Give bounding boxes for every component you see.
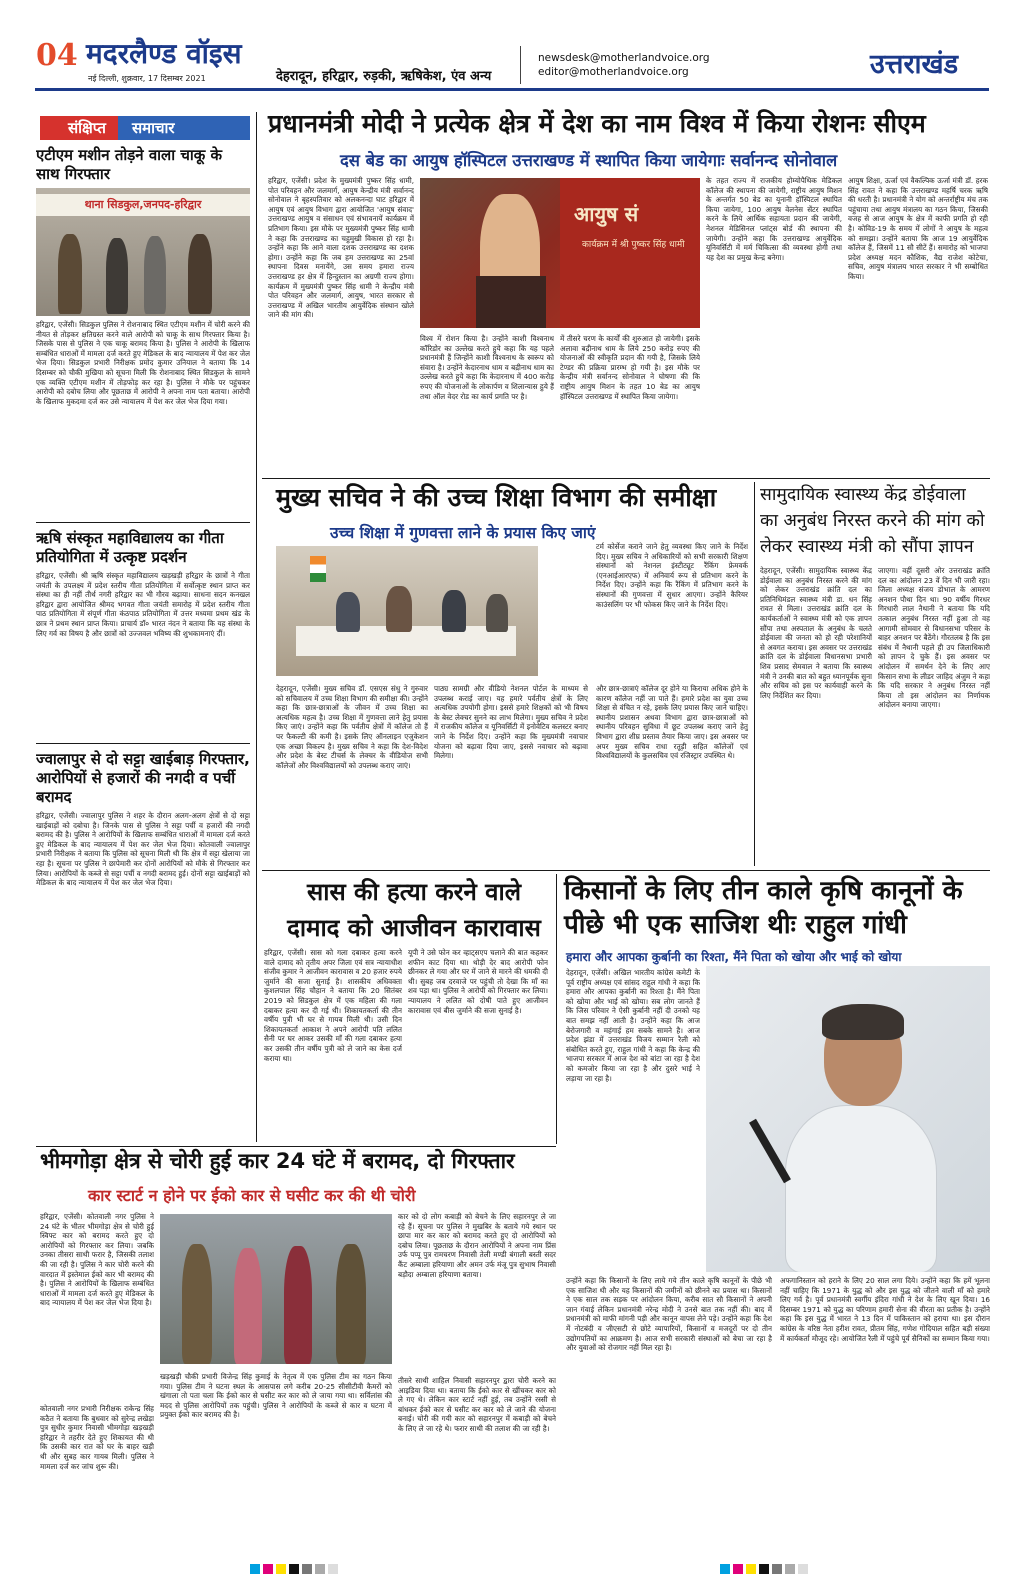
health-headline: सामुदायिक स्वास्थ्य केंद्र डोईवाला का अनुबंध निरस्त करने की मांग को लेकर स्वास्थ्य मंत्री को सौंपा ज्ञापन (760, 485, 985, 557)
car-col1: हरिद्वार, एजेंसी। कोतवाली नगर पुलिस ने 24 घंटे के भीतर भीमगोड़ा क्षेत्र से चोरी हुई स्विफ्ट कार को बरामद करते हुए दो आरोपियों को गिरफ्तार कर लिया। जबकि उनका तीसरा साथी फरार है, जिसकी तलाश की जा रही है। पुलिस ने कार चोरी करने की वारदात में इस्तेमाल ईको कार भी बरामद की है। पुलिस ने आरोपियों के खिलाफ सम्बंधित धाराओं में मामला दर्ज करते हुए मेडिकल के बाद न्यायालय में पेश कर जेल भेज दिया है। (40, 1212, 154, 1308)
print-registration-marks (250, 1564, 338, 1574)
accused-1 (234, 1248, 262, 1364)
health-col2: जाएगा। वहीं दूसरी ओर उत्तराखंड क्रांति दल का आंदोलन 23 वें दिन भी जारी रहा। जिला अध्यक्ष संजय डोभाल के आमरण अनशन पौथा दिन था। 90 वर्षीय गिरधर गिरधारी लाल नैथानी ने बताया कि यदि तत्काल अनुबंध निरस्त नहीं हुआ तो वह आगामी सोमवार से विधानसभा परिसर के बाहर अनशन पर बैठेंगे। गौरतलब है कि इस संबंध में नैथानी पहले ही उप जिलाधिकारी को ज्ञापन दे चुके हैं। इस अवसर पर आंदोलन में समर्थन देने के लिए आए किसान सभा के लीडर जाहिद अंजुम ने कहा कि यदि सरकार ने अनुबंध निरस्त नहीं किया तो इस आंदोलन का निर्णायक आंदोलन बनाया जाएगा। (878, 566, 990, 710)
brief-tab-part2: समाचार (118, 116, 250, 140)
car-col2: कार को दो लोग कबाड़ी को बेचने के लिए सहारनपुर ले जा रहे हैं। सूचना पर पुलिस ने मुखबिर के बताये गये स्थान पर छापा मार कर कार को बरामद करते हुए दो आरोपियों को दबोच लिया। पूछताछ के दौरान आरोपियों ने अपना नाम प्रिंस उर्फ पप्पू पुत्र रामचरण निवासी तेली मण्डी बंगाली बस्ती सदर कैंट अम्बाला हरियाणा और अमन उर्फ मंजू पुत्र सुभाष निवासी बड़ौदा अम्बाला हरियाणा बताया। (398, 1212, 556, 1279)
rahul-col-side: देहरादून, एजेंसी। अखिल भारतीय कांग्रेस कमेटी के पूर्व राष्ट्रीय अध्यक्ष एवं सांसद राहुल गांधी ने कहा कि हमारा और आपका कुर्बानी का रिश्ता है। मैंने पिता को खोया और भाई को खोया। सब लोग जानते हैं कि जिस परिवार ने ऐसी कुर्बानी नहीं दी उनको यह बात समझ नहीं आती है। उन्होंने कहा कि आज बेरोजगारी व महंगाई हम सबके सामने है। आज प्रदेश झंडा में उत्तराखंड विजय सम्मान रैली को संबोधित करते हुए, राहुल गांधी ने कहा कि केन्द्र की भाजपा सरकार में आज देश को बांटा जा रहा है देश को कमजोर किया जा रहा है और दुसरे भाई ने लड़ाया जा रहा है। (566, 968, 700, 1083)
section-name: उत्तराखंड (870, 49, 959, 80)
official-4 (486, 594, 508, 632)
brief3-body: हरिद्वार, एजेंसी। ज्वालापुर पुलिस ने शहर के दौरान अलग-अलग क्षेत्रों से दो सट्टा खाईबाड़ों को दबोचा है। जिनके पास से पुलिस ने सट्टा पर्ची व हजारों की नगदी बरामद की है। पुलिस ने आरोपियों के खिलाफ सम्बंधित धाराओं में मामला दर्ज करते हुए मेडिकल के बाद न्यायालय में पेश कर जेल भेज दिया। कोतवाली ज्वालापुर प्रभारी निरीक्षक ने बताया कि पुलिस को सूचना मिली थी कि क्षेत्र में सट्टा खेलाया जा रहा है। सूचना पर पुलिस ने छापेमारी कर दोनों आरोपियों को मौके से गिरफ्तार कर लिया। आरोपियों के कब्जे से सट्टा पर्ची व नगदी बरामद हुई। दोनों सट्टा खाईबाड़ों को मेडिकल के बाद न्यायालय में पेश कर जेल भेज दिया। (36, 811, 250, 888)
official-2 (386, 586, 412, 632)
ayush-banner-line: कार्यक्रम में श्री पुष्कर सिंह धामी (582, 240, 685, 250)
podium (476, 276, 546, 328)
health-col1: देहरादून, एजेंसी। सामुदायिक स्वास्थ्य केंद्र डोईवाला का अनुबंध निरस्त करने की मांग को लेकर उत्तराखंड क्रांति दल का प्रतिनिधिमंडल स्वास्थ्य मंत्री डा. धन सिंह रावत से मिला। उत्तराखंड क्रांति दल के कार्यकर्ताओं ने स्वास्थ्य मंत्री को एक ज्ञापन सौंपा तथा अस्पताल के अनुबंध के चलते डोईवाला की जनता को हो रही परेशानियों से अवगत कराया। इस अवसर पर उत्तराखंड क्रांति दल के डोईवाला विधानसभा प्रभारी शिव प्रसाद सेमवाल ने बताया कि स्वास्थ्य मंत्री ने उनकी बात को बहुत ध्यानपूर्वक सुना और सचिव को इस पर कार्यवाही करने के लिए निर्देशित कर दिया। (760, 566, 872, 700)
car-top-rule (36, 1146, 556, 1147)
lead-col2: विश्व में रोशन किया है। उन्होंने काशी विश्वनाथ कॉरिडोर का उल्लेख करते हुये कहा कि यह पहले प्रधानमंत्री हैं जिन्होंने काशी विश्वनाथ के स्वरूप को संवारा है। उन्होंने केदारनाथ धाम व बद्रीनाथ धाम का उल्लेख करते हुये कहा कि केदारनाथ में 400 करोड़ रुपए की योजनाओं के लोकार्पण व शिलान्यास हुये हैं तथा ऑल वेदर रोड का कार्य प्रगति पर है। (420, 334, 554, 401)
ayush-banner (560, 178, 700, 328)
brief2-body: हरिद्वार, एजेंसी। श्री ऋषि संस्कृत महाविद्यालय खड़खड़ी हरिद्वार के छात्रों ने गीता जयंती के उपलक्ष्य में प्रदेश स्तरीय गीता प्रतियोगिता में सर्वोत्कृष्ट स्थान प्राप्त कर संस्था का ही नहीं तीर्थ नगरी हरिद्वार का भी गौरव बढ़ाया। साधना सदन कनखल हरिद्वार द्वारा आयोजित श्रीमद भगवत गीता जयंती समारोह में प्रदेश स्तरीय गीता पाठ प्रतियोगिता में संपूर्ण गीता कंठपाठ प्रतियोगिता में उत्तर मध्यमा प्रथम खंड के छात्र ने प्रथम स्थान प्राप्त किया। प्राचार्य डॉ० भारत नंदन ने बताया कि यह संस्था के लिए गर्व का विषय है और छात्रों को उज्जवल भविष्य की शुभकामनाएं दीं। (36, 571, 250, 638)
newsdesk-email[interactable]: newsdesk@motherlandvoice.org (538, 52, 710, 64)
car-col-bottom: कोतवाली नगर प्रभारी निरीक्षक राकेन्द्र सिंह कठैत ने बताया कि बुधवार को सुरेन्द्र लखेड़ा पुत्र सुधीर कुमार निवासी भीमगोड़ा खड़खड़ी हरिद्वार ने तहरीर देते हुए शिकायत की थी कि उसकी कार रात को घर के बाहर खड़ी थी और सुबह कार गायब मिली। पुलिस ने मामला दर्ज कर जांच शुरू की। (40, 1404, 154, 1471)
car-col4: तीसरे साथी शाहिल निवासी सहारनपुर द्वारा चोरी करने का आइडिया दिया था। बताया कि ईको कार से खींचकर कार को ले गए थे। लेकिन कार स्टार्ट नहीं हुई, तब उन्होंने रस्सी से बांधकर ईको कार से घसीट कर कार को ले जाने की योजना बनाई। चोरी की गयी कार को सहारनपुर में कबाड़ी को बेचने के लिए ले जा रहे थे। फरार साथी की तलाश की जा रही है। (398, 1376, 556, 1433)
car-col3: खड़खड़ी चौकी प्रभारी विजेन्द्र सिंह कुमाई के नेतृत्व में एक पुलिस टीम का गठन किया गया। पुलिस टीम ने घटना स्थल के आसपास लगे करीब 20-25 सीसीटीवी कैमरों को खंगाला तो पता चला कि ईको कार से घसीट कर कार को ले जाया गया था। सर्विलांस की मदद से पुलिस आरोपियों तक पहुंची। पुलिस ने आरोपियों के कब्जे से कार व घटना में प्रयुक्त ईको कार बरामद की है। (160, 1372, 392, 1420)
car-photo (160, 1214, 392, 1364)
speaker-body (786, 1106, 936, 1272)
brief-tab-part1: संक्षिप्त (40, 116, 118, 140)
official-3 (442, 590, 466, 632)
edu-col2: पाठ्य सामग्री और वीडियो नेशनल पोर्टल के माध्यम से उपलब्ध कराई जाए। यह हमारे पर्वतीय क्षेत्रों के लिए अत्यधिक उपयोगी होगा। इससे हमारे शिक्षकों को भी विषय के बेस्ट लेक्चर सुनने का लाभ मिलेगा। मुख्य सचिव ने प्रदेश में राजकीय कॉलेज व यूनिवर्सिटी में इनोवेटिव कलस्टर बनाए जाने के निर्देश दिए। उन्होंने कहा कि मुख्यमंत्री नवाचार योजना को बढ़ावा दिया जाए, इससे नवाचार को बढ़ावा मिलेगा। (434, 684, 588, 761)
brief3-headline: ज्वालापुर से दो सट्टा खाईबाड़ गिरफ्तार, आरोपियों से हजारों की नगदी व पर्ची बरामद (36, 750, 250, 806)
officer-1 (58, 234, 82, 314)
brief2-headline: ऋषि संस्कृत महाविद्यालय का गीता प्रतियोगिता में उत्कृष्ट प्रदर्शन (36, 529, 224, 566)
saas-col1: हरिद्वार, एजेंसी। सास को गला दबाकर हत्या करने वाले दामाद को तृतीय अपर जिला एवं सत्र न्यायाधीश संजीव कुमार ने आजीवन कारावास व 20 हजार रुपये जुर्माने की सजा सुनाई है। शासकीय अधिवक्ता कुशलपाल सिंह चौहान ने बताया कि 20 सितंबर 2019 को सिडकुल क्षेत्र में एक महिला की गला दबाकर हत्या कर दी गई थी। शिकायतकर्ता की तीन वर्षीय पुत्री भी घर से गायब मिली थी। उसी दिन शिकायतकर्ता आकाश ने अपने आरोपी पति ललित सैनी पर घर आकर उसकी माँ की गला दबाकर हत्या कर उसकी तीन वर्षीय पुत्री को ले जाने का केस दर्ज कराया था। (264, 948, 402, 1063)
policeman-1 (182, 1244, 212, 1364)
edu-col-top: टर्म कोर्सेज कराने जाने हेतु व्यवस्था किए जाने के निर्देश दिए। मुख्य सचिव ने अधिकारियों को सभी सरकारी शिक्षण संस्थानों को नेशनल इंस्टीट्यूट रैंकिंग फ्रेमवर्क (एनआईआरएफ) में अनिवार्य रूप से प्रतिभाग करने के निर्देश दिए। उन्होंने कहा कि रैंकिंग में प्रतिभाग करने के संस्थानों की गुणवत्ता में सुधार आएगा। उन्होंने कैरियर काउंसलिंग पर भी फोकस किए जाने के निर्देश दिए। (596, 542, 748, 609)
saas-col2: यूपी ने उसे फोन कर व्हाट्सएप चलाने की बात कहकर शफीन काट दिया था। थोड़ी देर बाद आरोपी फोन छीनकर ले गया और घर में जाने से मारने की धमकी दी थी। सुबह जब दरवाजे पर पहुंची तो देखा कि माँ का शव पड़ा था। पुलिस ने आरोपी को गिरफ्तार कर लिया। न्यायालय ने ललित को दोषी पाते हुए आजीवन कारावास एवं बीस जुर्माने की सजा सुनाई है। (408, 948, 548, 1015)
officer-3 (188, 234, 212, 314)
masthead-divider (520, 46, 521, 84)
masthead-rule (35, 88, 989, 91)
rahul-col2: अफगानिस्तान को हराने के लिए 20 साल लगा दिये। उन्होंने कहा कि हमें भूलना नहीं चाहिए कि 1971 के युद्ध को और इस युद्ध को जीतने वाली माँ को हमारे लिए गर्व है। पूर्व प्रधानमंत्री स्वर्गीय इंदिरा गांधी ने देश के लिए खून दिया। 16 दिसम्बर 1971 को युद्ध का परिणाम हमारी सेना की वीरता का प्रतीक है। उन्होंने कहा कि इस युद्ध में भारत ने 13 दिन में पाकिस्तान को हराया था। इस दौरान कांग्रेस के वरिष्ठ नेता हरीश रावत, प्रीतम सिंह, गणेश गोदियाल सहित बड़ी संख्या में कार्यकर्ता मौजूद रहे। आयोजित रैली में पहुंचे पूर्व सैनिकों का सम्मान किया गया। (780, 1276, 990, 1343)
edu-subhead: उच्च शिक्षा में गुणवत्ता लाने के प्रयास किए जाएं (330, 524, 596, 542)
rahul-col1: उन्होंने कहा कि किसानों के लिए लाये गये तीन काले कृषि कानूनों के पीछे भी एक साजिश थी और यह किसानों की जमीनों को छीनने का प्रयास था। किसानों ने एक साल तक सड़क पर आंदोलन किया, करीब सात सौ किसानों ने अपनी जान गंवाई लेकिन प्रधानमंत्री नरेन्द्र मोदी ने उनसे बात तक नहीं की। बाद में प्रधानमंत्री को माफी मांगनी पड़ी और कानून वापस लेने पड़े। उन्होंने कहा कि देश में नोटबंदी व जीएसटी से छोटे व्यापारियों, किसानों व मजदूरों पर दो तीन उद्योगपतियों का आक्रमण है। आज सभी सरकारी संस्थाओं को बेचा जा रहा है और युवाओं को रोजगार नहीं मिल रहा है। (566, 1276, 772, 1353)
police-station-sign: थाना सिडकुल,जनपद-हरिद्वार (36, 194, 250, 216)
edu-col3: और छात्र-छात्राएं कॉलेज दूर होने या किराया अधिक होने के कारण कॉलेज नहीं जा पाते हैं। हमारे प्रदेश का युवा उच्च शिक्षा से वंचित न रहे, इसके लिए प्रयास किए जाने चाहिए। स्थानीय प्रशासन अथवा विभाग द्वारा छात्र-छात्राओं को स्थानीय परिवहन सुविधा में छूट उपलब्ध कराए जाने हेतु विभाग द्वारा शीघ्र प्रस्ताव तैयार किया जाए। इस अवसर पर अपर मुख्य सचिव राधा रतूड़ी सहित कॉलेजों एवं विश्वविद्यालयों के कुलसचिव एवं रजिस्ट्रार उपस्थित थे। (596, 684, 748, 761)
accused-person (144, 236, 166, 314)
mid-rule (262, 870, 990, 871)
brief1-body: हरिद्वार, एजेंसी। सिडकुल पुलिस ने रोशनाबाद स्थित एटीएम मशीन में चोरी करने की नीयत से तोड़कर क्षतिग्रस्त करने वाले आरोपी को चाकू के साथ गिरफ्तार किया है। जिसके पास से पुलिस ने एक चाकू बरामद किया है। पुलिस ने आरोपी के खिलाफ सम्बंधित धाराओं में मामला दर्ज करते हुए मेडिकल के बाद न्यायालय में पेश कर जेल भेज दिया। सिडकुल प्रभारी निरीक्षक प्रमोद कुमार उनियाल ने बताया कि 14 दिसम्बर को चौकी मुखिया को सूचना मिली कि रोशनाबाद स्थित सिडकुल के सामने एक व्यक्ति एटीएम मशीन में तोड़फोड़ कर रहा है। पुलिस ने मौके पर पहुंचकर आरोपी को दबोच लिया और पूछताछ में आरोपी ने अपना नाम पता बताया। आरोपी के खिलाफ मुकदमा दर्ज कर उसे न्यायालय में पेश कर जेल भेज दिया गया। (36, 320, 250, 406)
sidebar-column (36, 144, 250, 1144)
lead-headline: प्रधानमंत्री मोदी ने प्रत्येक क्षेत्र में देश का नाम विश्व में किया रोशनः सीएम (268, 109, 926, 138)
brief1-photo (36, 188, 250, 316)
edu-col1: देहरादून, एजेंसी। मुख्य सचिव डॉ. एसएस संधु ने गुरुवार को सचिवालय में उच्च शिक्षा विभाग की समीक्षा की। उन्होंने कहा कि छात्र-छात्राओं के जीवन में उच्च शिक्षा का अत्यधिक महत्व है। उच्च शिक्षा में गुणवत्ता लाने हेतु प्रयास किए जाएं। उन्होंने कहा कि पर्वतीय क्षेत्रों में कॉलेज तो हैं पर फैकल्टी की कमी है। इसके लिए ऑनलाइन एजुकेशन एक अच्छा विकल्प है। मुख्य सचिव ने कहा कि देश-विदेश और प्रदेश के बेस्ट टीचर्स के लेक्चर के वीडियोज सभी कॉलेजों और विश्वविद्यालयों को उपलब्ध कराए जाएं। (276, 684, 428, 770)
officer-2 (106, 238, 128, 314)
page-number: 04 (36, 38, 78, 73)
lead-col3: में तीसरे चरण के कार्यों की शुरुआत हो जायेगी। इसके अलावा बद्रीनाथ धाम के लिये 250 करोड़ रुपए की योजनाओं की स्वीकृति प्रदान की गयी है, जिसके लिये टेण्डर की प्रक्रिया प्रारम्भ हो गयी है। इस मौके पर केन्द्रीय मंत्री सर्वानन्द सोनोवाल ने घोषणा की कि राष्ट्रीय आयुष मिशन के तहत 10 बेड का आयुष हॉस्पिटल उत्तराखण्ड में स्थापित किया जायेगा। (560, 334, 700, 401)
dateline: नई दिल्ली, शुक्रवार, 17 दिसम्बर 2021 (88, 74, 206, 83)
lead-subhead: दस बेड का आयुष हॉस्पिटल उत्तराखण्ड में स्थापित किया जायेगाः सर्वानन्द सोनोवाल (340, 151, 838, 170)
brief1-headline: एटीएम मशीन तोड़ने वाला चाकू के साथ गिरफ्तार (36, 146, 223, 183)
edu-meeting-photo (276, 546, 538, 676)
microphone (749, 1119, 791, 1184)
editor-email[interactable]: editor@motherlandvoice.org (538, 66, 689, 78)
brief-tab (40, 116, 250, 140)
saas-headline: सास की हत्या करने वाले दामाद को आजीवन कारावास (287, 878, 541, 942)
lead-bottom-rule (262, 478, 990, 479)
ayush-banner-title: आयुष सं (574, 202, 639, 226)
car-subhead: कार स्टार्ट न होने पर ईको कार से घसीट कर की थी चोरी (88, 1186, 416, 1205)
speaker-hair (822, 1004, 904, 1040)
flag (310, 556, 326, 582)
paper-name: मदरलैण्ड वॉइस (86, 37, 242, 70)
brief-divider-2 (36, 743, 250, 744)
lead-col5: आयुष शिक्षा, ऊर्जा एवं वैकल्पिक ऊर्जा मंत्री डॉ. हरक सिंह रावत ने कहा कि उत्तराखण्ड महर्षि चरक ऋषि की धरती है। प्रधानमंत्री ने योग को अन्तर्राष्ट्रीय मंच तक पहुंचाया तथा आयुष मंत्रालय का गठन किया, जिसकी वजह से आज आयुष के क्षेत्र में काफी प्रगति हो रही है। कोविड-19 के समय में लोगों ने आयुष के महत्व को समझा। उन्होंने बताया कि आज 19 आयुर्वेदिक कॉलेज हैं, जिसमें 11 सौ सीटें हैं। समारोह को भाजपा प्रदेश अध्यक्ष मदन कौशिक, वैद्य राजेश कोटेचा, सचिव, आयुष मंत्रालय भारत सरकार ने भी सम्बोधित किया। (848, 176, 988, 281)
car-headline: भीमगोड़ा क्षेत्र से चोरी हुई कार 24 घंटे में बरामद, दो गिरफ्तार (40, 1149, 515, 1173)
official-1 (336, 592, 360, 632)
saas-rahul-rule (556, 874, 557, 1144)
rahul-subhead: हमारा और आपका कुर्बानी का रिश्ता, मैंने पिता को खोया और भाई को खोया (566, 950, 902, 964)
brief-divider-1 (36, 522, 250, 523)
rahul-headline: किसानों के लिए तीन काले कृषि कानूनों के पीछे भी एक साजिश थीः राहुल गांधी (564, 876, 963, 940)
accused-2 (284, 1246, 312, 1364)
sidebar-vertical-rule (256, 112, 257, 1142)
masthead-cities: देहरादून, हरिद्वार, रुड़की, ऋषिकेश, एंव अन्य (276, 69, 492, 84)
rahul-photo (706, 966, 990, 1272)
print-registration-marks-right (720, 1564, 808, 1574)
edu-headline: मुख्य सचिव ने की उच्च शिक्षा विभाग की समीक्षा (276, 483, 717, 512)
policeman-2 (336, 1244, 366, 1364)
lead-photo (420, 178, 700, 328)
lead-col4: के तहत राज्य में राजकीय होम्योपैथिक मेडिकल कॉलेज की स्थापना की जायेगी, राष्ट्रीय आयुष मिशन के अन्तर्गत 50 बेड का यूनानी हॉस्पिटल स्थापित किया जायेगा, 100 आयुष वेलनेस सेंटर स्थापित करने के लिये आर्थिक सहायता प्रदान की जायेगी, नेशनल मेडिसिनल प्लांट्स बोर्ड की स्थापना की जायेगी। उन्होंने कहा कि उत्तराखण्ड आयुर्वेदिक यूनिवर्सिटी में मर्म चिकित्सा की व्यवस्था होगी तथा यह देश का प्रमुख केन्द्र बनेगा। (706, 176, 842, 262)
edu-health-rule (754, 482, 755, 866)
lead-col1: हरिद्वार, एजेंसी। प्रदेश के मुख्यमंत्री पुष्कर सिंह धामी, पोत परिवहन और जलमार्ग, आयुष केन्द्रीय मंत्री सर्वानन्द सोनोवाल ने बृहस्पतिवार को अलकनन्दा घाट हरिद्वार में आयुष एवं आयुष विभाग द्वारा आयोजित 'आयुष संवाद' उत्तराखण्ड आयुष व संसाधन एवं संभावनायें कार्यक्रम में प्रतिभाग किया। इस मौके पर मुख्यमंत्री पुष्कर सिंह धामी ने कहा कि उत्तराखण्ड का चहुमुखी विकास हो रहा है। उन्होंने कहा कि आने वाला दशक उत्तराखण्ड का दशक होगा। उन्होंने कहा कि जब हम उत्तराखण्ड का 25वां स्थापना दिवस मनायेंगे, उस समय हमारा राज्य उत्तराखण्ड हर क्षेत्र में हिन्दुस्तान का अग्रणी राज्य होगा। कार्यक्रम में मुख्यमंत्री पुष्कर सिंह धामी ने केन्द्रीय मंत्री पोत परिवहन और जलमार्ग, आयुष, भारत सरकार से उत्तराखण्ड में अखिल भारतीय आयुर्वेदिक संस्थान खोले जाने की मांग की। (268, 176, 414, 320)
